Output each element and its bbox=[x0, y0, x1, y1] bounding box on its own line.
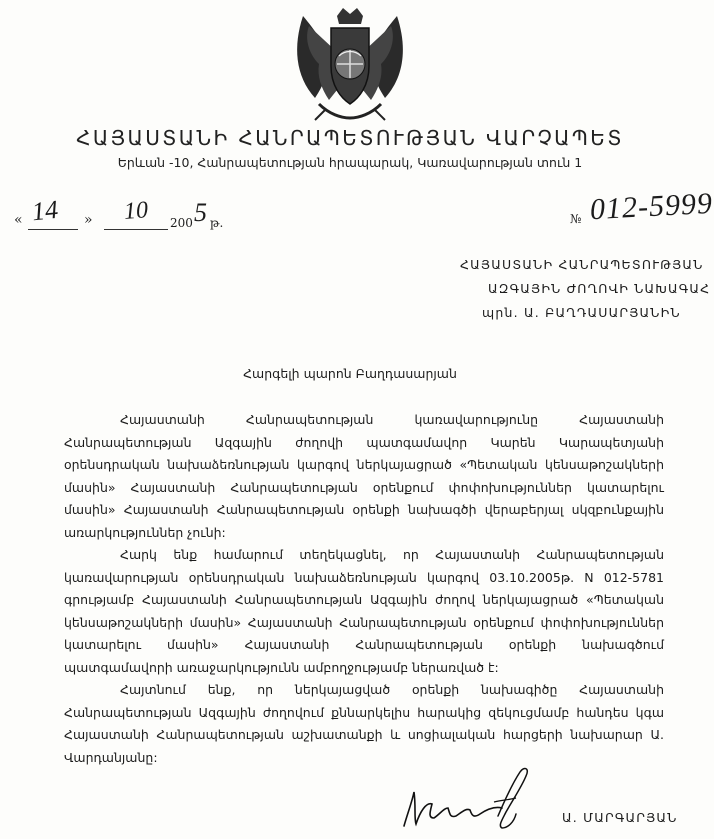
reference-value: 012-5999 bbox=[589, 186, 714, 227]
date-day-rule bbox=[28, 229, 78, 230]
body-paragraph-1: Հայաստանի Հանրապետության կառավարությունը Հայաստանի Հանրապետության Ազգային ժողովի պատգամավոր Կարեն Կարապետյանի օրենսդրական նախաձեռնության կարգով ներկայացրած «Պետական կենսաթոշակների մասին» Հայաստանի Հանրապետության օրենքում փոփոխություններ կատարելու մասին» Հայաստանի Հանրապետության օրենքի նախագծի վերաբերյալ սկզբունքային առարկություններ չունի: bbox=[64, 412, 664, 540]
coat-of-arms-icon bbox=[285, 6, 415, 122]
date-month: 10 bbox=[123, 197, 149, 225]
organization-address: Երևան -10, Հանրապետության հրապարակ, Կառավարության տուն 1 bbox=[117, 155, 583, 170]
addressee-block bbox=[460, 253, 711, 325]
letter-body bbox=[64, 409, 664, 769]
body-paragraph-2: Հարկ ենք համարում տեղեկացնել, որ Հայաստանի Հանրապետության կառավարության օրենսդրական նախաձեռնության կարգով 03.10.2005թ. N 012-5781 գրությամբ Հայաստանի Հանրապետության Ազգային ժողով ներկայացրած «Պետական կենսաթոշակների մասին» Հայաստանի Հանրապետության օրենքում փոփոխություններ կատարելու մասին» Հայաստանի Հանրապետության օրենքի նախագծում պատգամավորի առաջարկությունն ամբողջությամբ ներառված է: bbox=[64, 547, 664, 675]
addressee-line-3: պրն. Ա. ԲԱՂԴԱՍԱՐՅԱՆԻՆ bbox=[482, 305, 681, 320]
reference-number bbox=[570, 186, 714, 232]
date-quote-close: » bbox=[84, 212, 93, 228]
date-year-suffix: թ. bbox=[210, 216, 224, 230]
salutation: Հարգելի պարոն Բաղդասարյան bbox=[243, 366, 457, 381]
date-quote-open: « bbox=[14, 212, 23, 228]
date-year-prefix: 200 bbox=[170, 216, 193, 230]
date-month-rule bbox=[104, 229, 168, 230]
signer-name: Ա. ՄԱՐԳԱՐՅԱՆ bbox=[562, 810, 678, 825]
date-day: 14 bbox=[30, 194, 60, 227]
addressee-line-1: ՀԱՅԱՍՏԱՆԻ ՀԱՆՐԱՊԵՏՈՒԹՅԱՆ bbox=[460, 257, 704, 272]
organization-title: ՀԱՅԱՍՏԱՆԻ ՀԱՆՐԱՊԵՏՈՒԹՅԱՆ ՎԱՐՉԱՊԵՏ bbox=[76, 126, 624, 150]
body-paragraph-3: Հայտնում ենք, որ ներկայացված օրենքի նախագիծը Հայաստանի Հանրապետության Ազգային ժողովում քննարկելիս հարակից զեկուցմամբ հանդես կգա Հայաստանի Հանրապետության աշխատանքի և սոցիալական հարցերի նախարար Ա. Վարդանյանը: bbox=[64, 682, 664, 765]
addressee-line-2: ԱԶԳԱՅԻՆ ԺՈՂՈՎԻ ՆԱԽԱԳԱՀ bbox=[488, 281, 711, 296]
date-line bbox=[14, 196, 304, 236]
date-year-digit: 5 bbox=[194, 198, 207, 227]
handwritten-signature bbox=[398, 762, 538, 832]
reference-label: № bbox=[570, 212, 582, 226]
